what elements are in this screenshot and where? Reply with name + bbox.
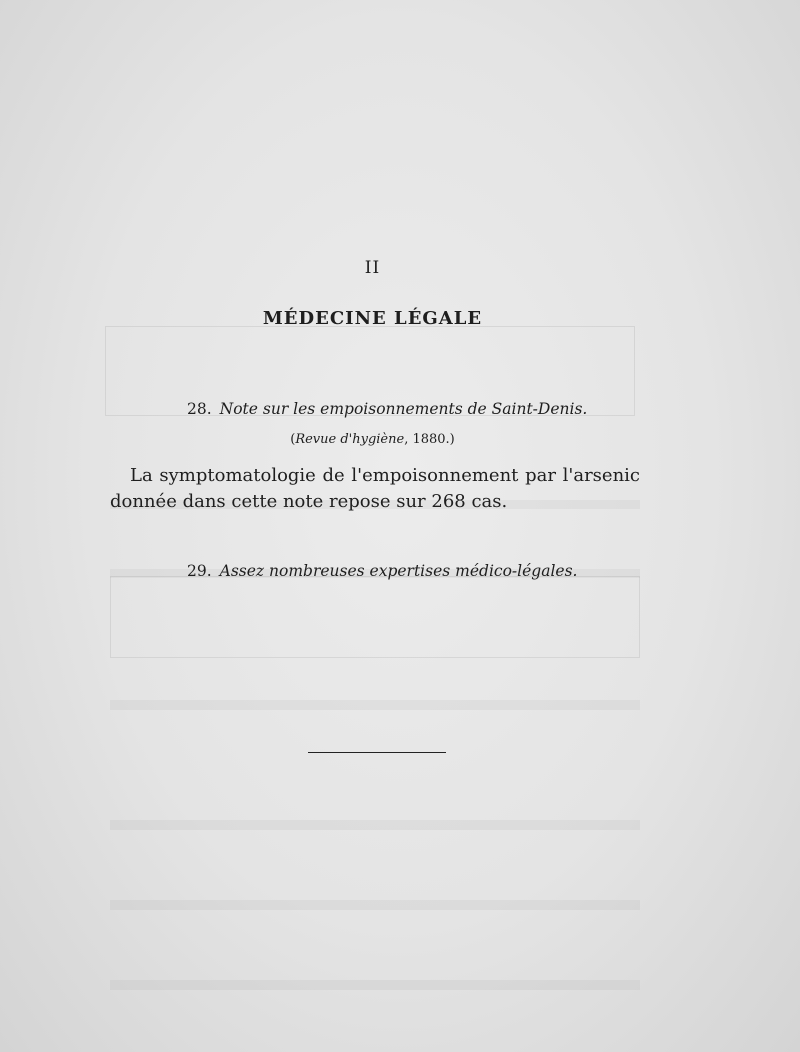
entry-source: (Revue d'hygiène, 1880.) bbox=[290, 432, 455, 447]
entry-number: 28. bbox=[187, 400, 212, 418]
section-title: MÉDECINE LÉGALE bbox=[262, 308, 483, 329]
separator-rule bbox=[308, 752, 446, 753]
entry-title-text: Note sur les empoisonnements de Saint-Denis. bbox=[219, 400, 588, 418]
bleed-through-text bbox=[110, 700, 640, 830]
source-name: Revue d'hygiène bbox=[295, 432, 405, 447]
section-number: II bbox=[364, 258, 381, 278]
entry-number: 29. bbox=[187, 562, 212, 580]
entry-title-28 bbox=[187, 400, 587, 418]
entry-title-text: Assez nombreuses expertises médico-légales. bbox=[219, 562, 578, 580]
entry-body: La symptomatologie de l'empoisonnement par l'arsenic donnée dans cette note repose sur 268 cas. bbox=[110, 465, 640, 512]
entry-title-29 bbox=[187, 562, 577, 580]
source-year: , 1880. bbox=[404, 432, 450, 447]
bleed-through-text bbox=[110, 900, 640, 990]
bleed-through-table bbox=[110, 576, 640, 658]
